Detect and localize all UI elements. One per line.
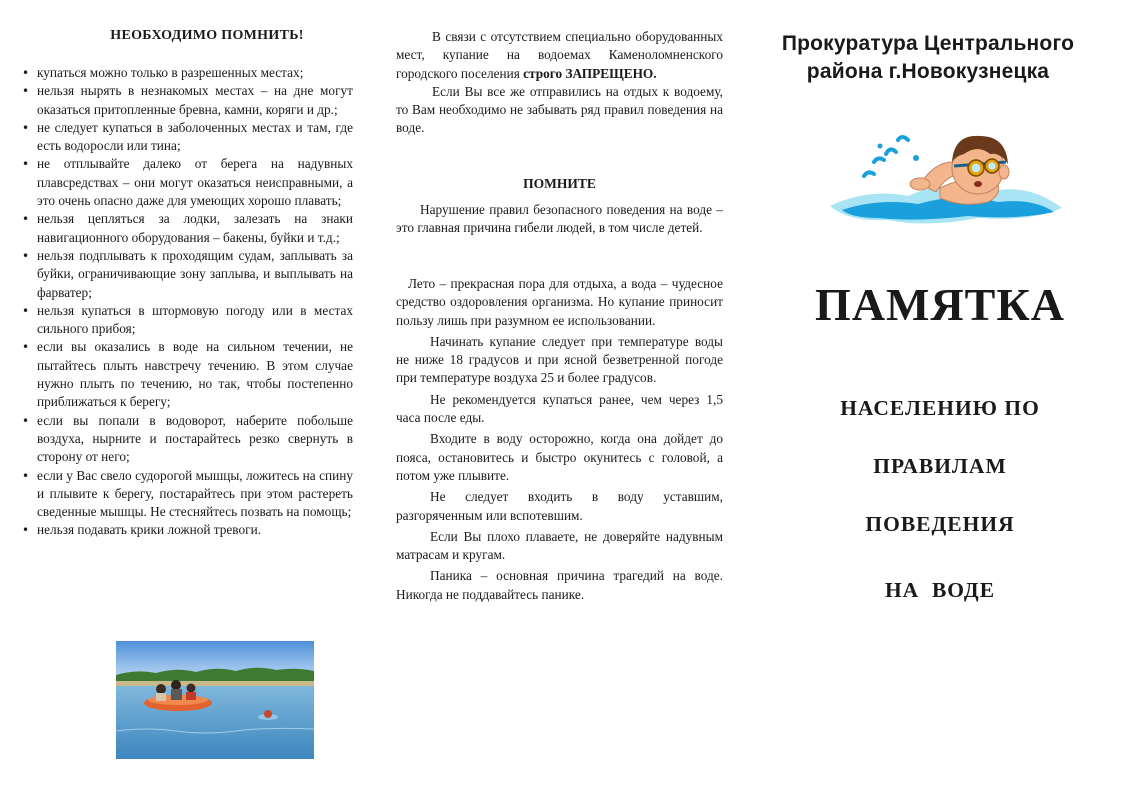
rule-item: • если вы оказались в воде на сильном течении, не пытайтесь плыть навстречу течению. В этом случае нужно плыть по течению, но так, чтобы постепенно приближаться к берегу;: [22, 338, 353, 411]
advice-block: [396, 275, 723, 604]
subtitle-line: НАСЕЛЕНИЮ ПО: [840, 396, 1040, 420]
photo-water: [116, 686, 314, 759]
rule-item: • не отплывайте далеко от берега на надувных плавсредствах – они могут оказаться неисправными, а это очень опасно даже для умеющих хорошо плавать;: [22, 155, 353, 210]
rule-item: • нельзя подавать крики ложной тревоги.: [22, 521, 353, 539]
violation-block: [396, 201, 723, 238]
organization-line: района г.Новокузнецка: [806, 60, 1050, 83]
reminder-paragraph: Если Вы все же отправились на отдых к водоему, то Вам необходимо не забывать ряд правил поведения на воде.: [396, 83, 723, 136]
beach-photo: [116, 641, 314, 759]
advice-paragraph: Паника – основная причина трагедий на воде. Никогда не поддавайтесь панике.: [396, 568, 723, 602]
rule-item: • если вы попали в водоворот, наберите побольше воздуха, нырните и постарайтесь резко свернуть в сторону от него;: [22, 412, 353, 467]
subtitle-line: ПРАВИЛАМ: [873, 454, 1007, 478]
advice-paragraph: Не следует входить в воду уставшим, разгоряченным или вспотевшим.: [396, 489, 723, 523]
rules-list: [22, 64, 353, 540]
advice-paragraph: Если Вы плохо плаваете, не доверяйте надувным матрасам и кругам.: [396, 528, 723, 563]
swimmer-illustration: [828, 118, 1064, 230]
summer-paragraph: Лето – прекрасная пора для отдыха, а вода – чудесное средство оздоровления организма. Но купание приносит пользу лишь при разумном ее использовании.: [396, 276, 723, 328]
pamphlet-title: ПАМЯТКА: [815, 279, 1065, 330]
advice-paragraph: Не рекомендуется купаться ранее, чем через 1,5 часа после еды.: [396, 391, 723, 426]
rule-item: • купаться можно только в разрешенных местах;: [22, 64, 353, 82]
violation-paragraph: Нарушение правил безопасного поведения на воде – это главная причина гибели людей, в том числе детей.: [396, 202, 723, 236]
rule-item: • нельзя нырять в незнакомых местах – на дне могут оказаться притопленные бревна, камни, коряги и др.;: [22, 82, 353, 119]
subtitle-line: НА ВОДЕ: [884, 578, 996, 602]
organization-title: [758, 30, 1098, 86]
rule-item: • если у Вас свело судорогой мышцы, ложитесь на спину и плывите к берегу, постарайтесь при этом растереть сведенные мышцы. Не стесняйтесь позвать на помощь;: [22, 467, 353, 522]
rule-item: • нельзя подплывать к проходящим судам, заплывать за буйки, ограничивающие зону заплыва, и выплывать на фарватер;: [22, 247, 353, 302]
rules-heading: НЕОБХОДИМО ПОМНИТЬ!: [110, 28, 304, 43]
water-droplets: [864, 137, 908, 176]
memo-heading: ПОМНИТЕ: [523, 176, 596, 191]
rule-item: • нельзя купаться в штормовую погоду или в местах сильного прибоя;: [22, 302, 353, 339]
organization-line: Прокуратура Центрального: [781, 32, 1075, 55]
intro-bold: строго ЗАПРЕЩЕНО.: [523, 65, 657, 81]
advice-paragraph: Входите в воду осторожно, когда она дойдет до пояса, остановитесь и быстро окунитесь с головой, а потом уже плывите.: [396, 431, 723, 483]
advice-paragraph: Начинать купание следует при температуре воды не ниже 18 градусов и при ясной безветренной погоде при температуре воздуха 25 и более градусов.: [396, 333, 723, 386]
subtitle-line: ПОВЕДЕНИЯ: [865, 512, 1015, 536]
rule-item: • не следует купаться в заболоченных местах и там, где есть водоросли или тина;: [22, 119, 353, 156]
intro-paragraph: [396, 28, 723, 83]
intro-block: [396, 28, 723, 138]
rule-item: • нельзя цепляться за лодки, залезать на знаки навигационного оборудования – бакены, буйки и т.д.;: [22, 210, 353, 247]
intro-text: В связи с отсутствием специально оборудованных мест, купание на водоемах Каменоломненского городского поселения: [396, 29, 723, 81]
photo-shore: [116, 681, 314, 686]
